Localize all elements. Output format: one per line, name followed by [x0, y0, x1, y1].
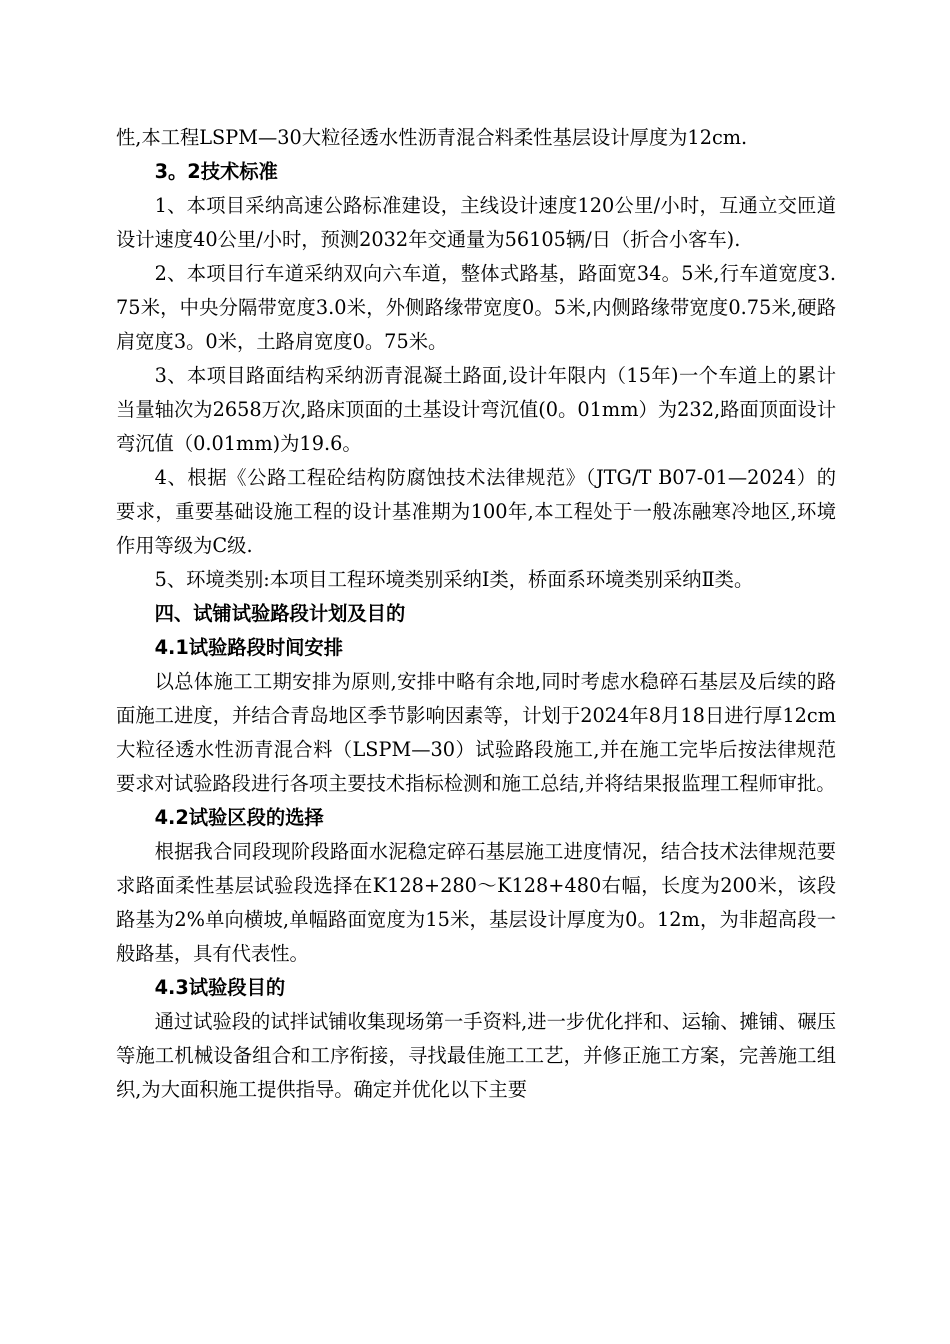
standard-item-4: 4、根据《公路工程砼结构防腐蚀技术法律规范》（JTG/T B07-01—2024）的要求，重要基础设施工程的设计基准期为100年,本工程处于一般冻融寒冷地区,环境作用等级为C级. [116, 466, 836, 557]
paragraph-4-1: 以总体施工工期安排为原则,安排中略有余地,同时考虑水稳碎石基层及后续的路面施工进度，并结合青岛地区季节影响因素等，计划于2024年8月18日进行厚12cm大粒径透水性沥青混合料（LSPM—30）试验路段施工,并在施工完毕后按法律规范要求对试验路段进行各项主要技术指标检测和施工总结,并将结果报监理工程师审批。 [116, 670, 836, 795]
document-page [116, 121, 836, 1107]
heading-4-1-schedule: 4.1试验路段时间安排 [154, 636, 343, 659]
standard-item-1: 1、本项目采纳高速公路标准建设，主线设计速度120公里/小时，互通立交匝道设计速度40公里/小时，预测2032年交通量为56105辆/日（折合小客车). [116, 194, 836, 251]
standard-item-5: 5、环境类别:本项目工程环境类别采纳Ⅰ类，桥面系环境类别采纳Ⅱ类。 [154, 568, 754, 591]
paragraph-4-2: 根据我合同段现阶段路面水泥稳定碎石基层施工进度情况，结合技术法律规范要求路面柔性基层试验段选择在K128+280～K128+480右幅，长度为200米，该段路基为2%单向横坡,单幅路面宽度为15米，基层设计厚度为0。12m，为非超高段一般路基，具有代表性。 [116, 840, 836, 965]
heading-3-2-technical-standards: 3。2技术标准 [154, 160, 278, 183]
standard-item-3: 3、本项目路面结构采纳沥青混凝土路面,设计年限内（15年)一个车道上的累计当量轴次为2658万次,路床顶面的土基设计弯沉值(0。01mm）为232,路面顶面设计弯沉值（0.01mm)为19.6。 [116, 364, 836, 455]
paragraph-4-3: 通过试验段的试拌试铺收集现场第一手资料,进一步优化拌和、运输、摊铺、碾压等施工机械设备组合和工序衔接，寻找最佳施工工艺，并修正施工方案，完善施工组织,为大面积施工提供指导。确定并优化以下主要 [116, 1010, 836, 1101]
heading-4-3-purpose: 4.3试验段目的 [154, 976, 286, 999]
heading-4-2-section-selection: 4.2试验区段的选择 [154, 806, 324, 829]
standard-item-2: 2、本项目行车道采纳双向六车道，整体式路基，路面宽34。5米,行车道宽度3.75米，中央分隔带宽度3.0米，外侧路缘带宽度0。5米,内侧路缘带宽度0.75米,硬路肩宽度3。0米，土路肩宽度0。75米。 [116, 262, 836, 353]
heading-4-trial-section-plan: 四、试铺试验路段计划及目的 [154, 602, 406, 625]
paragraph-continuation: 性,本工程LSPM—30大粒径透水性沥青混合料柔性基层设计厚度为12cm. [116, 126, 748, 149]
